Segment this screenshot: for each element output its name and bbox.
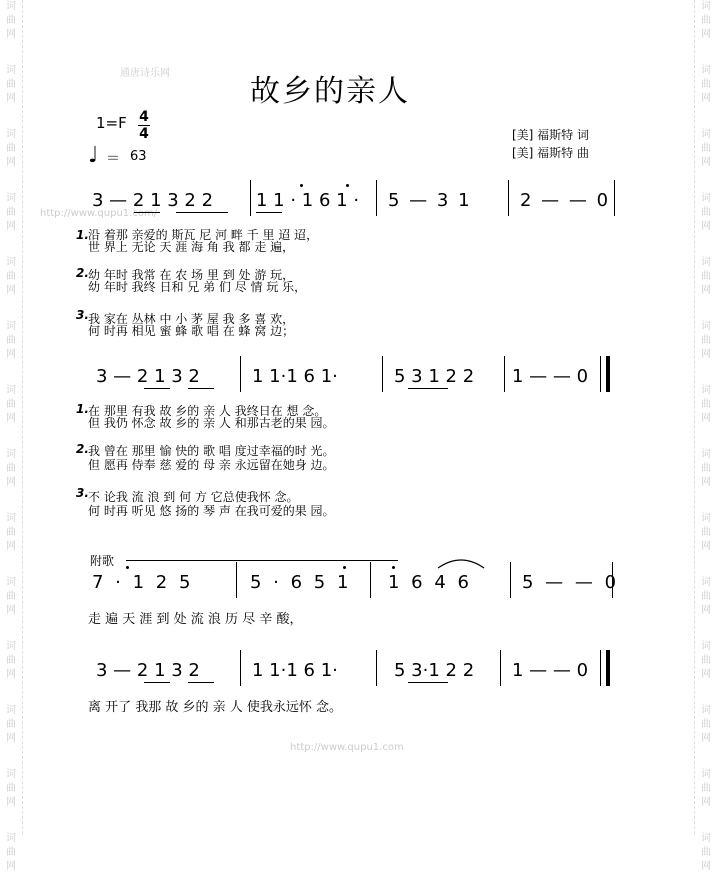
time-signature	[138, 110, 150, 141]
notation-row	[88, 650, 618, 690]
octave-dot	[343, 566, 346, 569]
margin-watermark-char: 曲	[6, 335, 16, 346]
barline	[510, 562, 511, 598]
lyric-verse-3a: 不 论我 流 浪 到 何 方 它总使我怀 念。	[88, 490, 299, 504]
margin-watermark-char: 词	[6, 833, 16, 844]
measure-4: 5 — — 0	[522, 572, 620, 593]
verse-number-1: 1.	[76, 402, 89, 416]
final-barline	[606, 650, 610, 686]
lyric-verse-1a: 沿 着那 亲爱的 斯瓦 尼 河 畔 千 里 迢 迢，	[88, 228, 319, 242]
beam	[188, 682, 214, 683]
time-signature-numerator: 4	[139, 109, 149, 125]
margin-watermark-char: 网	[6, 733, 16, 744]
margin-watermark-char: 词	[701, 129, 711, 140]
margin-watermark-char: 曲	[6, 847, 16, 858]
measure-4: 1 — — 0	[512, 660, 589, 681]
margin-watermark-char: 网	[701, 221, 711, 232]
measure-1: 7 · 1 2 5	[92, 572, 194, 593]
margin-watermark-char: 曲	[6, 207, 16, 218]
margin-watermark-char: 词	[6, 577, 16, 588]
margin-watermark-char: 词	[701, 257, 711, 268]
margin-watermark-char: 曲	[6, 719, 16, 730]
measure-3: 5 3 1 2 2	[394, 366, 475, 387]
margin-watermark-char: 曲	[6, 79, 16, 90]
margin-watermark-char: 网	[701, 157, 711, 168]
margin-watermark-char: 词	[701, 65, 711, 76]
margin-divider-left	[22, 0, 23, 834]
barline	[250, 180, 251, 216]
barline	[504, 356, 505, 392]
appendix-label: 附歌	[90, 554, 115, 568]
lyric-verse-2a: 幼 年时 我常 在 农 场 里 到 处 游 玩，	[88, 268, 295, 282]
barline	[612, 562, 613, 598]
lyric-verse-1b: 世 界上 无论 天 涯 海 角 我 都 走 遍，	[88, 240, 295, 254]
barline	[600, 650, 601, 686]
lyric-verse-3a: 我 家在 丛林 中 小 茅 屋 我 多 喜 欢，	[88, 312, 295, 326]
measure-2: 1 1·1 6 1·	[252, 660, 338, 681]
margin-watermark-char: 词	[701, 769, 711, 780]
measure-2: 5 · 6 5 1	[250, 572, 352, 593]
margin-watermark-char: 曲	[701, 79, 711, 90]
barline	[236, 562, 237, 598]
margin-watermark-char: 网	[6, 605, 16, 616]
margin-watermark-char: 词	[701, 641, 711, 652]
lyric-final: 离 开了 我那 故 乡的 亲 人 使我永远怀 念。	[88, 700, 343, 715]
time-signature-denominator: 4	[139, 126, 149, 142]
margin-watermark-char: 曲	[701, 399, 711, 410]
margin-watermark-char: 网	[701, 797, 711, 808]
barline	[508, 180, 509, 216]
margin-watermark-char: 词	[701, 833, 711, 844]
measure-4: 1 — — 0	[512, 366, 589, 387]
lyric-verse-1b: 但 我仍 怀念 故 乡的 亲 人 和那古老的果 园。	[88, 416, 335, 430]
song-title: 故乡的亲人	[250, 74, 410, 109]
barline	[376, 180, 377, 216]
margin-watermark-char: 词	[6, 449, 16, 460]
tempo-equals: ＝	[106, 151, 120, 167]
notation-row	[88, 356, 618, 396]
final-barline	[606, 356, 610, 392]
beam	[134, 212, 160, 213]
measure-4: 2 — — 0	[520, 190, 611, 211]
measure-3: 5 3·1 2 2	[394, 660, 475, 681]
margin-watermark-char: 词	[701, 705, 711, 716]
margin-watermark-char: 网	[701, 733, 711, 744]
margin-watermark-char: 曲	[701, 463, 711, 474]
barline	[382, 356, 383, 392]
verse-number-2: 2.	[76, 266, 89, 280]
margin-divider-right	[694, 0, 695, 834]
lyric-verse-2b: 但 愿再 侍奉 慈 爱的 母 亲 永远留在她身 边。	[88, 458, 335, 472]
barline	[600, 356, 601, 392]
margin-watermark-char: 词	[6, 641, 16, 652]
measure-3: 5 — 3 1	[388, 190, 472, 211]
slur-icon	[436, 556, 486, 570]
quarter-note-icon: ♩	[88, 143, 99, 168]
margin-watermark-char: 曲	[6, 655, 16, 666]
barline	[500, 650, 501, 686]
verse-number-3: 3.	[76, 308, 89, 322]
margin-watermark-char: 网	[6, 477, 16, 488]
margin-watermark-char: 网	[701, 349, 711, 360]
lyric-verse-3b: 何 时再 听见 悠 扬的 琴 声 在我可爱的果 园。	[88, 504, 335, 518]
margin-watermark-char: 网	[6, 349, 16, 360]
margin-watermark-char: 网	[6, 861, 16, 872]
lyricist-credit: [美] 福斯特 词	[512, 128, 589, 142]
margin-watermark-char: 网	[6, 285, 16, 296]
lyric-verse-1a: 在 那里 有我 故 乡的 亲 人 我终日在 想 念。	[88, 404, 327, 418]
margin-watermark-char: 曲	[701, 15, 711, 26]
margin-watermark-char: 曲	[6, 271, 16, 282]
margin-watermark-char: 词	[6, 129, 16, 140]
margin-watermark-char: 曲	[6, 591, 16, 602]
margin-watermark-char: 网	[701, 861, 711, 872]
appendix-bracket	[126, 560, 398, 561]
margin-watermark-char: 词	[6, 193, 16, 204]
margin-watermark-right	[695, 0, 717, 872]
octave-dot	[126, 566, 129, 569]
margin-watermark-char: 网	[6, 157, 16, 168]
watermark-text: 通唐诗乐网	[120, 68, 170, 79]
measure-2: 1 1 · 1 6 1 ·	[256, 190, 360, 211]
margin-watermark-char: 网	[6, 221, 16, 232]
margin-watermark-char: 词	[6, 321, 16, 332]
margin-watermark-char: 词	[6, 513, 16, 524]
margin-watermark-char: 词	[6, 705, 16, 716]
margin-watermark-char: 网	[6, 413, 16, 424]
notation-row	[88, 562, 618, 602]
margin-watermark-char: 网	[701, 477, 711, 488]
measure-1: 3 — 2 1 3 2	[96, 366, 200, 387]
margin-watermark-char: 曲	[701, 271, 711, 282]
measure-1: 3 — 2 1 3 2 2	[92, 190, 214, 211]
margin-watermark-char: 曲	[701, 719, 711, 730]
margin-watermark-char: 词	[701, 577, 711, 588]
margin-watermark-char: 网	[701, 93, 711, 104]
margin-watermark-char: 曲	[701, 527, 711, 538]
beam	[408, 682, 448, 683]
margin-watermark-char: 曲	[6, 463, 16, 474]
margin-watermark-char: 词	[6, 769, 16, 780]
margin-watermark-char: 曲	[6, 143, 16, 154]
barline	[240, 356, 241, 392]
composer-credit: [美] 福斯特 曲	[512, 146, 589, 160]
lyric-verse-2b: 幼 年时 我终 日和 兄 弟 们 尽 情 玩 乐，	[88, 280, 307, 294]
margin-watermark-char: 词	[6, 1, 16, 12]
margin-watermark-char: 曲	[701, 143, 711, 154]
margin-watermark-char: 曲	[701, 783, 711, 794]
margin-watermark-char: 词	[701, 193, 711, 204]
measure-2: 1 1·1 6 1·	[252, 366, 338, 387]
notation-row	[88, 180, 618, 220]
margin-watermark-char: 网	[6, 93, 16, 104]
octave-dot	[300, 184, 303, 187]
barline	[614, 180, 615, 216]
margin-watermark-char: 曲	[6, 399, 16, 410]
beam	[188, 388, 214, 389]
margin-watermark-char: 网	[6, 669, 16, 680]
lyric-verse-2a: 我 曾在 那里 愉 快的 歌 唱 度过幸福的时 光。	[88, 444, 335, 458]
margin-watermark-char: 网	[6, 541, 16, 552]
margin-watermark-char: 网	[701, 29, 711, 40]
margin-watermark-char: 词	[701, 1, 711, 12]
octave-dot	[392, 566, 395, 569]
margin-watermark-char: 曲	[701, 847, 711, 858]
margin-watermark-char: 词	[701, 321, 711, 332]
margin-watermark-char: 网	[6, 797, 16, 808]
verse-number-3: 3.	[76, 486, 89, 500]
measure-3: 1 6 4 6	[388, 572, 472, 593]
tempo-value: 63	[130, 149, 147, 164]
watermark-url-bottom: http://www.qupu1.com	[290, 742, 404, 753]
lyric-appendix: 走 遍 天 涯 到 处 流 浪 历 尽 辛 酸，	[88, 612, 303, 627]
measure-1: 3 — 2 1 3 2	[96, 660, 200, 681]
margin-watermark-char: 曲	[701, 591, 711, 602]
margin-watermark-char: 网	[6, 29, 16, 40]
watermark-url: http://www.qupu1.com/	[40, 208, 158, 219]
margin-watermark-char: 曲	[701, 335, 711, 346]
margin-watermark-char: 词	[6, 257, 16, 268]
margin-watermark-char: 词	[701, 513, 711, 524]
margin-watermark-char: 网	[701, 413, 711, 424]
margin-watermark-char: 网	[701, 285, 711, 296]
beam	[408, 388, 448, 389]
margin-watermark-char: 网	[701, 605, 711, 616]
beam	[144, 682, 170, 683]
beam	[144, 388, 170, 389]
margin-watermark-char: 网	[701, 669, 711, 680]
margin-watermark-char: 曲	[6, 783, 16, 794]
beam	[256, 212, 282, 213]
margin-watermark-char: 曲	[701, 655, 711, 666]
margin-watermark-char: 词	[701, 449, 711, 460]
barline	[370, 562, 371, 598]
barline	[376, 650, 377, 686]
margin-watermark-char: 词	[701, 385, 711, 396]
beam	[176, 212, 228, 213]
key-signature: 1=F	[96, 114, 127, 132]
verse-number-1: 1.	[76, 228, 89, 242]
margin-watermark-char: 曲	[6, 15, 16, 26]
verse-number-2: 2.	[76, 442, 89, 456]
margin-watermark-left	[0, 0, 22, 872]
lyric-verse-3b: 何 时再 相见 蜜 蜂 歌 唱 在 蜂 窝 边；	[88, 324, 295, 338]
margin-watermark-char: 曲	[701, 207, 711, 218]
barline	[240, 650, 241, 686]
margin-watermark-char: 词	[6, 65, 16, 76]
margin-watermark-char: 词	[6, 385, 16, 396]
octave-dot	[346, 184, 349, 187]
margin-watermark-char: 曲	[6, 527, 16, 538]
margin-watermark-char: 网	[701, 541, 711, 552]
